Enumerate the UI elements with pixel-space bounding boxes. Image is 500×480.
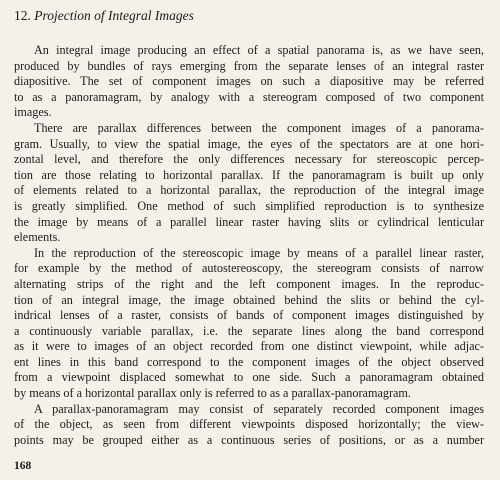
text-line: ent lines in this band correspond to the component images of the object observed	[14, 354, 484, 369]
text-line: of the object, as seen from different viewpoints disposed horizontally; the view-	[14, 417, 484, 432]
text-line: tion of an integral image, the image obtained behind the slits or behind the cyl-	[14, 292, 484, 307]
text-line: is greatly simplified. One method of such simplified reproduction is to synthesize	[14, 198, 484, 213]
text-line: gram. Usually, to view the spatial image, the eyes of the spectators are at one hori-	[14, 136, 484, 151]
body-text	[14, 43, 484, 448]
paragraph-3	[14, 246, 484, 402]
text-line: of elements related to a horizontal parallax, the reproduction of the integral image	[14, 183, 484, 198]
section-number: 12.	[14, 8, 31, 23]
text-line: produced by bundles of rays emerging from the separate lenses of an integral raster	[14, 58, 484, 73]
text-line: by means of a horizontal parallax only is referred to as a parallax-panoramagram.	[14, 386, 411, 401]
paragraph-4	[14, 402, 484, 449]
text-line: points may be grouped either as a continuous series of positions, or as a number	[14, 432, 484, 447]
text-line: diapositive. The set of component images on such a diapositive may be referred	[14, 74, 484, 89]
text-line: the image by means of a parallel linear raster having slits or cylindrical lenticular	[14, 214, 484, 229]
section-heading	[14, 6, 194, 26]
text-line: tion are those relating to horizontal parallax. If the panoramagram is built up only	[14, 167, 484, 182]
text-line: alternating strips of the right and the left component images. In the reproduc-	[14, 276, 484, 291]
text-line: elements.	[14, 230, 61, 245]
paragraph-1	[14, 43, 484, 121]
section-title: Projection of Integral Images	[34, 8, 194, 23]
text-line: to as a panoramagram, by analogy with a stereogram composed of two component	[14, 89, 484, 104]
text-line: An integral image producing an effect of a spatial panorama is, as we have seen,	[34, 43, 484, 57]
text-line: A parallax-panoramagram may consist of separately recorded component images	[34, 401, 484, 416]
text-line: for example by the method of autostereoscopy, the stereogram consists of narrow	[14, 261, 484, 276]
text-line: from a viewpoint displaced somewhat to one side. Such a panoramagram obtained	[14, 370, 484, 385]
text-line: zontal level, and therefore the only differences necessary for stereoscopic percep-	[14, 152, 484, 167]
paragraph-2	[14, 121, 484, 246]
text-line: a continuously variable parallax, i.e. the separate lines along the band correspond	[14, 323, 484, 338]
text-line: In the reproduction of the stereoscopic image by means of a parallel linear raster,	[34, 245, 484, 260]
page-number: 168	[14, 460, 32, 472]
text-line: as it were to images of an object recorded from one distinct viewpoint, while adjac-	[14, 339, 484, 354]
text-line: There are parallax differences between the component images of a panorama-	[34, 120, 484, 135]
text-line: indrical lenses of a raster, consists of bands of component images distinguished by	[14, 308, 484, 323]
text-line: images.	[14, 105, 52, 120]
